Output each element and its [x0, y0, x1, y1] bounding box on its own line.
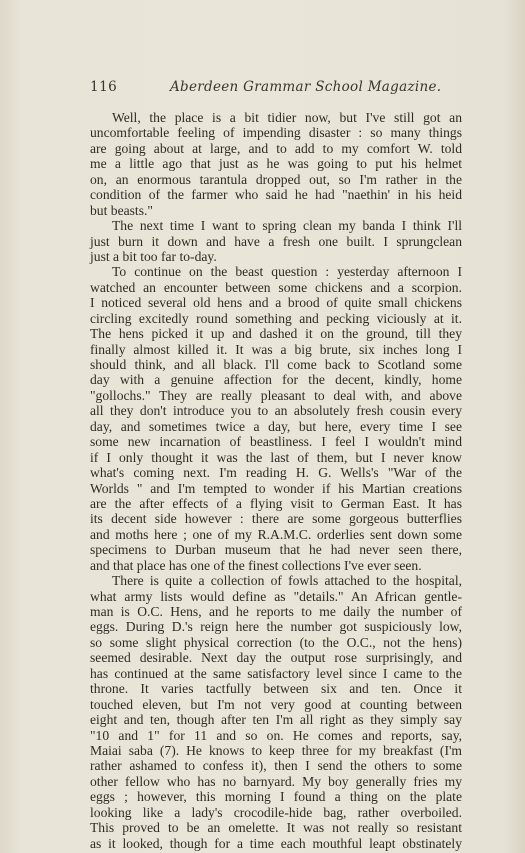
text-line: specimens to Durban museum that he had never seen there, — [90, 542, 462, 558]
text-line: rather ashamed to confess it), then I send the others to some — [90, 758, 462, 774]
text-line: what's coming next. I'm reading H. G. Wells's "War of the — [90, 465, 462, 481]
text-line: I noticed several old hens and a brood of quite small chickens — [90, 295, 462, 311]
text-line: condition of the farmer who said he had "naethin' in his heid — [90, 187, 462, 203]
text-line: are the after effects of a flying visit to German East. It has — [90, 495, 462, 511]
text-line: as it looked, though for a time each mouthful leapt obstinately — [90, 835, 462, 851]
page-number: 116 — [90, 79, 118, 95]
text-line: should think, and all black. I'll come back to Scotland some — [90, 357, 462, 372]
running-title: Aberdeen Grammar School Magazine. — [170, 79, 442, 95]
text-line: eggs ; however, this morning I found a thing on the plate — [90, 789, 462, 805]
paragraph — [90, 573, 462, 851]
text-line: "10 and 1" for 11 and so on. He comes and reports, say, — [90, 727, 462, 743]
text-line: Maiai saba (7). He knows to keep three for my breakfast (I'm — [90, 742, 462, 758]
text-line: Worlds " and I'm tempted to wonder if his Martian creations — [90, 480, 462, 496]
text-line: other fellow who has no barnyard. My boy generally fries my — [90, 773, 462, 789]
text-line: touched eleven, but I'm not very good at counting between — [90, 696, 462, 712]
text-line: eight and ten, though after ten I'm all right as they simply say — [90, 712, 462, 728]
page-header — [90, 79, 450, 99]
text-line: "gollochs." They are really pleasant to deal with, and above — [90, 387, 462, 403]
text-line: The hens picked it up and dashed it on the ground, till they — [90, 326, 462, 342]
text-line: There is quite a collection of fowls attached to the hospital, — [112, 573, 462, 589]
text-line: watched an encounter between some chickens and a scorpion. — [90, 279, 462, 295]
text-line: seemed desirable. Next day the output rose surprisingly, and — [90, 650, 462, 666]
text-line: just burn it down and have a fresh one built. I sprungclean — [90, 233, 462, 249]
text-line: me a little ago that just as he was going to put his helmet — [90, 156, 462, 172]
text-line: just a bit too far to-day. — [90, 248, 217, 264]
text-line: This proved to be an omelette. It was not really so resistant — [90, 820, 462, 836]
text-line: and that place has one of the finest collections I've ever seen. — [90, 557, 422, 573]
text-line: day with a genuine affection for the decent, kindly, home — [90, 372, 462, 388]
text-line: all they don't introduce you to an absolutely fresh cousin every — [90, 403, 462, 419]
text-line: but beasts." — [90, 202, 153, 218]
text-line: throne. It varies tactfully between six and ten. Once it — [90, 681, 462, 697]
paragraph — [90, 264, 462, 573]
text-line: if I only thought it was the last of them, but I never know — [90, 449, 462, 465]
text-line: eggs. During D.'s reign here the number got suspiciously low, — [90, 619, 462, 635]
text-line: some new incarnation of beastliness. I feel I wouldn't mind — [90, 434, 462, 450]
text-line: so some slight physical correction (to the O.C., not the hens) — [90, 634, 462, 650]
text-line: looking like a lady's crocodile-hide bag, rather overboiled. — [90, 804, 462, 820]
text-line: The next time I want to spring clean my banda I think I'll — [112, 218, 462, 234]
text-line: circling excitedly round something and pecking viciously at it. — [90, 310, 462, 326]
paragraph — [90, 110, 462, 218]
text-line: man is O.C. Hens, and he reports to me daily the number of — [90, 604, 462, 619]
text-line: what army lists would define as "details." An African gentle- — [90, 588, 462, 604]
text-line: are going about at large, and to add to my comfort W. told — [90, 140, 462, 156]
paragraph — [90, 218, 462, 264]
text-line: on, an enormous tarantula dropped out, so I'm rather in the — [90, 171, 462, 187]
text-line: day, and sometimes twice a day, but here, every time I see — [90, 418, 462, 434]
text-line: has continued at the same satisfactory level since I came to the — [90, 665, 462, 681]
text-line: To continue on the beast question : yesterday afternoon I — [112, 264, 462, 280]
text-line: Well, the place is a bit tidier now, but I've still got an — [112, 110, 462, 125]
text-line: uncomfortable feeling of impending disaster : so many things — [90, 125, 462, 141]
text-line: its decent side however : there are some gorgeous butterflies — [90, 511, 462, 527]
body-text — [90, 110, 462, 851]
text-line: and moths here ; one of my R.A.M.C. orderlies sent down some — [90, 526, 462, 542]
text-line: finally almost killed it. It was a big brute, six inches long I — [90, 341, 462, 357]
